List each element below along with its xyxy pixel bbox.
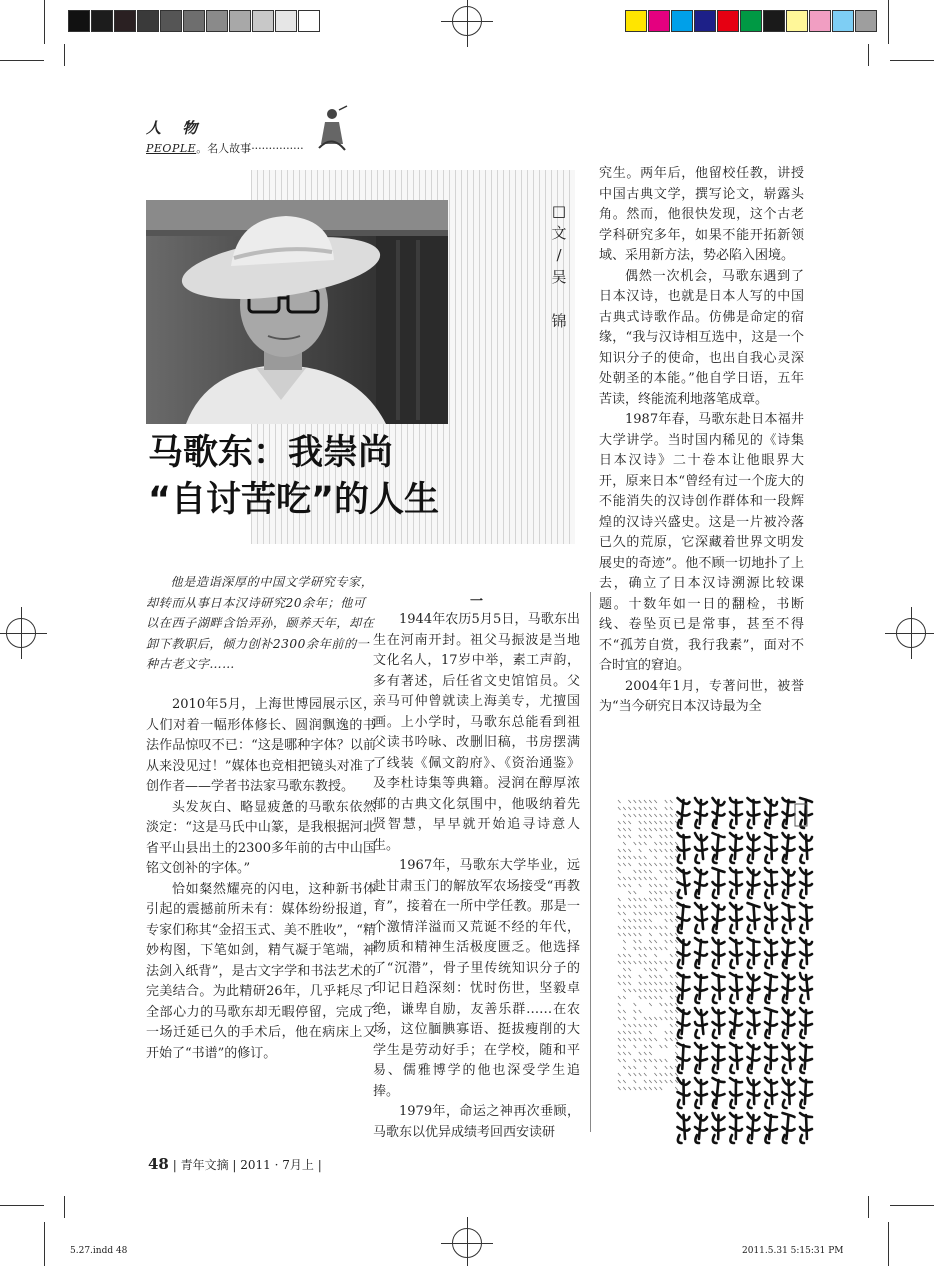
folio-separator: | [317,1158,322,1172]
color-swatch [206,10,228,32]
color-swatch [694,10,716,32]
color-swatch [832,10,854,32]
print-timestamp: 2011.5.31 5:15:31 PM [742,1246,844,1256]
headline-line-2: “自讨苦吃”的人生 [148,480,440,520]
crop-mark [888,0,889,44]
paragraph: 1967年，马歌东大学毕业，远赴甘肃玉门的解放军农场接受“再教育”，接着在一所中学任教。那是一个激情洋溢而又荒诞不经的年代，物质和精神生活极度匮乏。他选择了“沉潜”，骨子里传统知识分子的印记日趋深刻：忧时伤世，坚毅卓绝，谦卑自励，友善乐群……在农场，这位腼腆寡语、挺拔瘦削的大学生是劳动好手；在学校，随和平易、儒雅博学的他也深受学生追捧。 [373,858,580,1099]
crop-mark [64,1196,65,1218]
crop-mark [888,1222,889,1266]
registration-mark [452,6,482,36]
color-swatch [740,10,762,32]
color-swatch [183,10,205,32]
paragraph: 恰如粲然耀亮的闪电，这种新书体引起的震撼前所未有：媒体纷纷报道，专家们称其“金招玉式、美不胜收”，“精妙构图，下笔如剑，精气凝于笔端，神法剑入纸背”，是古文字学和书法艺术的完美结合。为此精研26年，几乎耗尽了全部心力的马歌东却无暇停留，完成了一场迁延已久的手术后，他在病床上又开始了“书谱”的修订。 [146,881,376,1061]
section-number: 一 [469,594,483,609]
section-english: PEOPLE [146,142,197,155]
crop-mark [0,1205,44,1206]
color-swatch [252,10,274,32]
paragraph: 偶然一次机会，马歌东遇到了日本汉诗，也就是日本人写的中国古典式诗歌作品。仿佛是命定的宿缘，“我与汉诗相互选中，这是一个知识分子的使命，也出自我心灵深处朝圣的本能。”他自学日语，五年苦读，终能流利地落笔成章。 [599,268,804,407]
color-swatch [648,10,670,32]
byline-char: 文 [551,224,567,242]
color-swatch [229,10,251,32]
section-title: 人 物 [146,119,206,137]
section-dot: 。 [196,142,208,155]
paragraph: 究生。两年后，他留校任教，讲授中国古典文学，撰写论文，崭露头角。然而，他很快发现，这个古老学科研究多年，如果不能开拓新领域、采用新方法，势必陷入困境。 [599,166,804,263]
byline-char: 锦 [551,312,567,330]
portrait-photo [146,200,448,424]
calligraphy-artwork-icon [610,790,822,1158]
color-swatch [786,10,808,32]
byline-gap [548,288,570,310]
paragraph: 2010年5月，上海世博园展示区，人们对着一幅形体修长、圆润飘逸的书法作品惊叹不已：“这是哪种字体？以前从来没见过！”媒体也竞相把镜头对准了创作者——学者书法家马歌东教授。 [146,697,376,794]
crop-mark [44,1222,45,1266]
color-swatch [91,10,113,32]
gray-color-bar [68,10,321,32]
crop-mark [64,44,65,66]
section-subtitle [146,140,304,156]
color-swatch [160,10,182,32]
column-divider [590,592,591,1132]
folio-separator: | [232,1158,241,1172]
paragraph: 1987年春，马歌东赴日本福井大学讲学。当时国内稀见的《诗集日本汉诗》二十卷本让他眼界大开，原来日本“曾经有过一个庞大的不能消失的汉诗创作群体和一段辉煌的汉诗兴盛史。这是一片被冷落已久的荒原，它深藏着世界文明发展史的奇迹”。他不顾一切地扑了上去，确立了日本汉诗溯源比较课题。十数年如一日的翻检，书断线、卷坠页已是常事，甚至不得不“孤芳自赏，我行我素”，面对不合时宜的窘迫。 [599,412,804,673]
color-swatch [298,10,320,32]
byline [548,200,570,332]
magazine-name: 青年文摘 [180,1158,229,1172]
registration-mark [452,1228,482,1258]
page-folio [148,1155,322,1173]
registration-mark [6,618,36,648]
section-category: 名人故事 [207,142,252,155]
text-column-2 [373,592,580,1143]
color-swatch [625,10,647,32]
paragraph: 1979年，命运之神再次垂顾，马歌东以优异成绩考回西安读研 [373,1104,580,1140]
text-column-1 [146,695,376,1064]
byline-box: □ [551,202,567,220]
registration-mark [896,618,926,648]
paragraph: 头发灰白、略显疲惫的马歌东依然淡定：“这是马氏中山篆，是我根据河北省平山县出土的2300多年前的古中山国铭文创补的字体。” [146,799,376,876]
crop-mark [890,60,934,61]
text-column-3 [599,164,804,718]
intro-deck: 他是造诣深厚的中国文学研究专家，却转而从事日本汉诗研究20余年；他可以在西子湖畔含饴弄孙，颐养天年，却在卸下教职后，倾力创补2300余年前的一种古老文字…… [146,575,375,671]
color-swatch [114,10,136,32]
color-swatch [809,10,831,32]
page-number: 48 [148,1155,169,1173]
crop-mark [44,0,45,44]
folio-separator: | [172,1158,181,1172]
color-swatch [275,10,297,32]
color-swatch [68,10,90,32]
paragraph: 2004年1月，专著问世，被誉为“当今研究日本汉诗最为全 [599,678,804,714]
color-swatch [763,10,785,32]
color-swatch [855,10,877,32]
section-header [146,117,304,156]
process-color-bar [625,10,878,32]
color-swatch [671,10,693,32]
file-slug: 5.27.indd 48 [70,1246,128,1256]
crop-mark [868,1196,869,1218]
paragraph: 1944年农历5月5日，马歌东出生在河南开封。祖父马振波是当地文化名人，17岁中举，素工声韵，多有著述，后任省文史馆馆员。父亲马可仲曾就读上海美专，尤擅国画。上小学时，马歌东总能看到祖父读书吟咏、改删旧稿，书房摆满了线装《佩文韵府》、《资治通鉴》及李杜诗集等典籍。浸润在醇厚浓郁的古典文化氛围中，他吸纳着先贤智慧，早早就开始追寻诗意人生。 [373,612,580,853]
color-swatch [137,10,159,32]
crop-mark [890,1205,934,1206]
byline-char: 吴 [551,268,567,286]
crop-mark [0,60,44,61]
issue-date: 2011 · 7月上 [240,1158,314,1172]
section-dots: ··············· [251,142,304,155]
portrait-man-in-hat-icon [146,200,448,424]
color-swatch [717,10,739,32]
headline [148,430,439,524]
headline-line-1: 马歌东：我崇尚 [148,433,394,473]
byline-slash: / [556,246,562,264]
crop-mark [868,44,869,66]
figure-ornament-icon [315,104,349,154]
